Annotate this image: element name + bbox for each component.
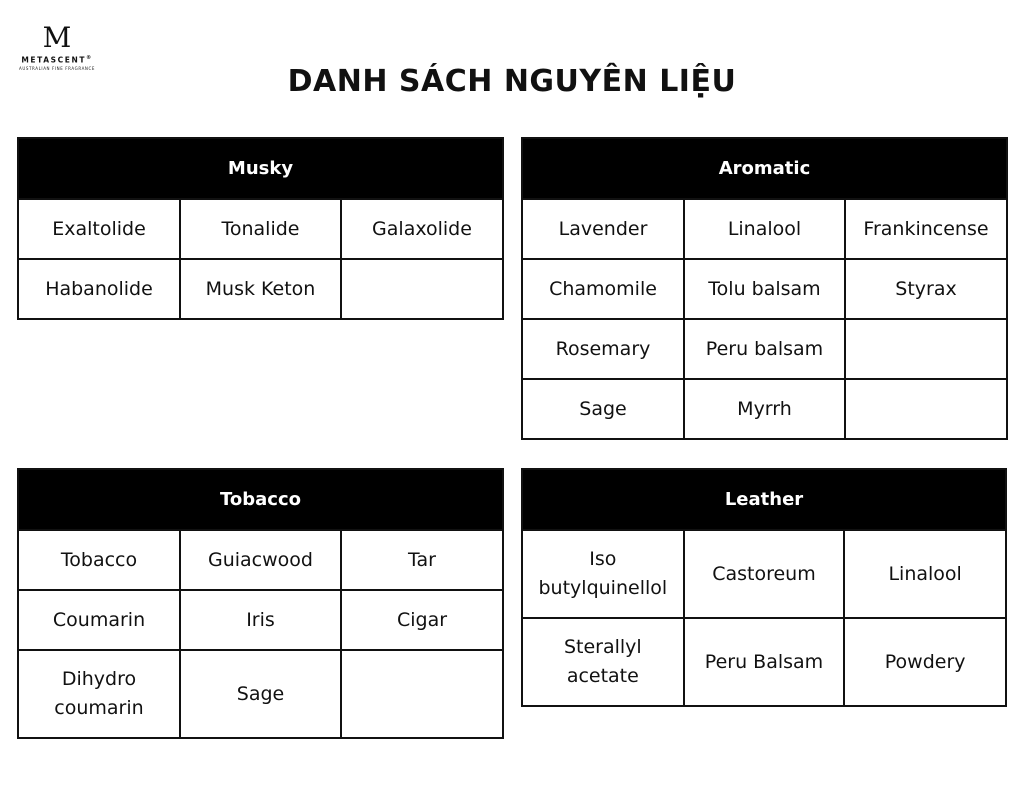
table-cell: Styrax: [845, 259, 1006, 319]
table-cell: Peru balsam: [684, 319, 845, 379]
table-cell: Tar: [341, 530, 502, 590]
table-cell: Tonalide: [180, 199, 341, 259]
table-cell: Iso butylquinellol: [538, 548, 668, 599]
table-row: [19, 650, 502, 737]
table-cell: Sage: [180, 650, 341, 737]
logo-brand-text: METASCENT: [21, 55, 87, 65]
table-cell: Tolu balsam: [684, 259, 845, 319]
table-row: [523, 379, 1006, 438]
page-title: DANH SÁCH NGUYÊN LIỆU: [287, 64, 737, 99]
table-cell: Peru Balsam: [684, 618, 845, 705]
logo-tagline: AUSTRALIAN FINE FRAGRANCE: [18, 65, 96, 71]
table-cell: Linalool: [844, 530, 1005, 618]
musky-table: [17, 137, 504, 320]
table-row: [19, 259, 502, 318]
table-cell: Chamomile: [523, 259, 684, 319]
table-cell: Sage: [523, 379, 684, 438]
table-row: [523, 530, 1005, 618]
table-cell: Rosemary: [523, 319, 684, 379]
table-cell: Linalool: [684, 199, 845, 259]
leather-table: [521, 468, 1007, 707]
table-cell: [845, 379, 1006, 438]
table-cell: [845, 319, 1006, 379]
table-cell: Musk Keton: [180, 259, 341, 318]
tobacco-table-header: Tobacco: [19, 470, 502, 530]
table-cell: Exaltolide: [52, 217, 146, 240]
table-cell: Coumarin: [19, 590, 180, 650]
tobacco-table: [17, 468, 504, 739]
table-cell: Sterallyl acetate: [523, 618, 684, 705]
aromatic-table-header: Aromatic: [523, 139, 1006, 199]
leather-table-header: Leather: [523, 470, 1005, 530]
table-row: [523, 319, 1006, 379]
table-row: [523, 259, 1006, 319]
registered-mark: ®: [86, 55, 93, 61]
logo-mark: M: [42, 21, 72, 54]
table-row: [19, 590, 502, 650]
aromatic-table: [521, 137, 1008, 440]
table-cell: Tobacco: [60, 548, 138, 571]
table-row: [19, 530, 502, 590]
table-cell: Galaxolide: [341, 199, 502, 259]
table-cell: Castoreum: [684, 530, 845, 618]
table-cell: [341, 259, 502, 318]
musky-table-header: Musky: [19, 139, 502, 199]
table-cell: Frankincense: [845, 199, 1006, 259]
table-cell: Myrrh: [684, 379, 845, 438]
table-row: [523, 199, 1006, 259]
table-cell: Lavender: [558, 217, 648, 240]
table-cell: Powdery: [844, 618, 1005, 705]
table-cell: Habanolide: [19, 259, 180, 318]
table-cell: [341, 650, 502, 737]
table-row: [523, 618, 1005, 705]
table-cell: Iris: [180, 590, 341, 650]
table-cell: Guiacwood: [180, 530, 341, 590]
table-row: [19, 199, 502, 259]
table-cell: Cigar: [341, 590, 502, 650]
table-cell: Dihydro coumarin: [19, 650, 180, 737]
